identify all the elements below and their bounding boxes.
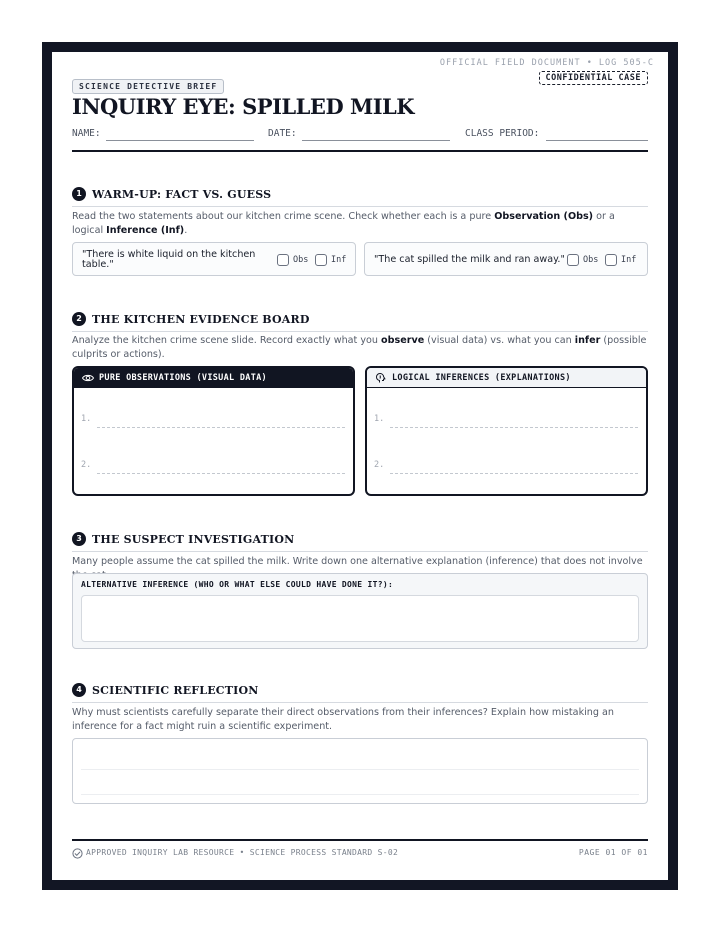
observations-board-title: PURE OBSERVATIONS (VISUAL DATA)	[99, 373, 267, 383]
section-4-description: Why must scientists carefully separate their direct observations from their inferences? Explain how mistaking an inference for a fact might ruin a scientific experiment.	[72, 707, 614, 732]
inference-line-2[interactable]	[390, 473, 638, 474]
inference-line-1[interactable]	[390, 427, 638, 428]
brain-icon	[375, 372, 387, 384]
alternative-inference-box	[72, 573, 648, 649]
section-3-description: Many people assume the cat spilled the milk. Write down one alternative explanation (inference) that does not involve	[72, 556, 643, 567]
section-2-header	[72, 312, 648, 332]
inf-checkbox-label: Inf	[331, 255, 347, 265]
header-divider	[72, 150, 648, 152]
section-2-description: Analyze the kitchen crime scene slide. Record exactly what you observe (visual data) vs. what you can infer (possible culprits or actions).	[72, 335, 647, 360]
statement-card-1	[72, 242, 356, 276]
observations-board	[72, 366, 355, 496]
section-4-number: 4	[72, 683, 86, 697]
section-3-header	[72, 532, 648, 552]
obs-checkbox-label: Obs	[293, 255, 309, 265]
inference-row-number: 2.	[374, 460, 385, 470]
confidential-stamp: CONFIDENTIAL CASE	[539, 71, 649, 85]
section-1-description: Read the two statements about our kitchen crime scene. Check whether each is a pure Observation (Obs) or a logical Inference (Inf).	[72, 211, 615, 236]
page-number: PAGE 01 OF 01	[578, 848, 648, 857]
statement-text: "There is white liquid on the kitchen table."	[82, 249, 256, 270]
name-field[interactable]	[106, 140, 254, 141]
section-1-header	[72, 187, 648, 207]
inferences-board-header	[367, 368, 646, 388]
section-3-title: THE SUSPECT INVESTIGATION	[92, 533, 295, 546]
page-title: INQUIRY EYE: SPILLED MILK	[72, 94, 415, 119]
observations-board-header	[74, 368, 353, 388]
date-label: DATE:	[268, 128, 297, 139]
worksheet-page	[52, 52, 668, 880]
observation-row-number: 2.	[81, 460, 92, 470]
class-period-field[interactable]	[546, 140, 648, 141]
observation-row-number: 1.	[81, 414, 92, 424]
date-field[interactable]	[302, 140, 450, 141]
obs-checkbox[interactable]	[277, 254, 289, 266]
observation-line-1[interactable]	[97, 427, 345, 428]
inf-checkbox[interactable]	[315, 254, 327, 266]
section-1-title: WARM-UP: FACT VS. GUESS	[92, 188, 272, 201]
section-4-header	[72, 683, 648, 703]
observation-line-2[interactable]	[97, 473, 345, 474]
obs-checkbox[interactable]	[567, 254, 579, 266]
name-label: NAME:	[72, 128, 101, 139]
official-log-label: OFFICIAL FIELD DOCUMENT • LOG 505-C	[439, 58, 654, 68]
section-2-title: THE KITCHEN EVIDENCE BOARD	[92, 313, 310, 326]
section-4-title: SCIENTIFIC REFLECTION	[92, 684, 259, 697]
section-2-number: 2	[72, 312, 86, 326]
inference-row-number: 1.	[374, 414, 385, 424]
inf-checkbox-label: Inf	[621, 255, 637, 265]
student-info-fields	[72, 128, 648, 144]
reflection-line-1	[81, 769, 639, 770]
reflection-line-2	[81, 794, 639, 795]
reflection-answer-box[interactable]	[72, 738, 648, 804]
inferences-board-title: LOGICAL INFERENCES (EXPLANATIONS)	[392, 373, 571, 383]
statement-card-2	[364, 242, 648, 276]
inf-checkbox[interactable]	[605, 254, 617, 266]
section-1-number: 1	[72, 187, 86, 201]
class-period-label: CLASS PERIOD:	[465, 128, 540, 139]
alternative-inference-label: ALTERNATIVE INFERENCE (WHO OR WHAT ELSE COULD HAVE DONE IT?):	[81, 580, 394, 589]
inferences-board	[365, 366, 648, 496]
check-circle-icon	[72, 848, 83, 859]
alternative-inference-field[interactable]	[81, 595, 639, 642]
obs-checkbox-label: Obs	[583, 255, 599, 265]
brief-tag: SCIENCE DETECTIVE BRIEF	[72, 79, 224, 94]
section-3-number: 3	[72, 532, 86, 546]
statement-text: "The cat spilled the milk and ran away."	[374, 254, 565, 265]
footer-credit-text: APPROVED INQUIRY LAB RESOURCE • SCIENCE PROCESS STANDARD S-02	[86, 848, 399, 857]
eye-icon	[82, 372, 94, 384]
footer-divider	[72, 839, 648, 841]
